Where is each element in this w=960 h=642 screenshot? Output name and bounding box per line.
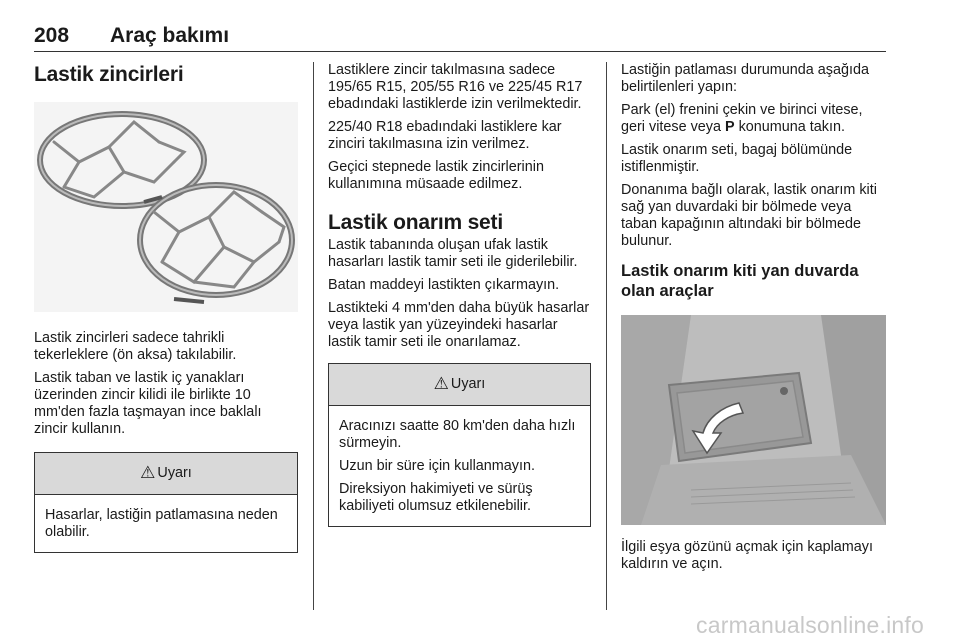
warning-body: [35, 495, 297, 552]
text-run: Park (el) frenini çekin ve birinci vitese, geri vitese veya: [621, 102, 863, 135]
paragraph: Lastik zincirleri sadece tahrikli tekerleklere (ön aksa) takılabilir.: [34, 330, 237, 363]
warning-box: [328, 363, 591, 527]
warning-body: [329, 406, 590, 526]
column-divider: [313, 62, 314, 610]
column-2: [328, 62, 591, 527]
section-heading-repair-kit: Lastik onarım seti: [328, 211, 503, 234]
warning-text: Direksiyon hakimiyeti ve sürüş kabiliyeti olumsuz etkilenebilir.: [339, 481, 533, 514]
paragraph: Donanıma bağlı olarak, lastik onarım kiti sağ yan duvardaki bir bölmede veya taban kapağının altındaki bir bölmede bulunur.: [621, 182, 877, 249]
gear-position-p: P: [724, 119, 735, 135]
page-number: 208: [34, 24, 70, 47]
paragraph: 225/40 R18 ebadındaki lastiklere kar zinciri takılmasına izin verilmez.: [328, 119, 562, 152]
paragraph: [621, 102, 886, 136]
paragraph: Lastik onarım seti, bagaj bölümünde istiflenmiştir.: [621, 142, 853, 175]
page-header: [34, 22, 886, 52]
tire-chain-illustration-icon: [34, 102, 298, 312]
section-heading-tire-chains: Lastik zincirleri: [34, 63, 184, 86]
paragraph: Lastik tabanında oluşan ufak lastik hasarları lastik tamir seti ile giderilebilir.: [328, 237, 578, 270]
warning-header: [329, 364, 590, 406]
warning-triangle-icon: ⚠: [433, 374, 449, 393]
subheading-side-wall-kit: Lastik onarım kiti yan duvarda olan araçlar: [621, 262, 859, 300]
paragraph: Lastiğin patlaması durumunda aşağıda belirtilenleri yapın:: [621, 62, 869, 95]
warning-triangle-icon: ⚠: [140, 463, 156, 482]
watermark: carmanualsonline.info: [696, 612, 924, 638]
text-run: konumuna takın.: [734, 119, 845, 135]
paragraph: İlgili eşya gözünü açmak için kaplamayı kaldırın ve açın.: [621, 539, 873, 572]
paragraph: Lastik taban ve lastik iç yanakları üzerinden zincir kilidi ile birlikte 10 mm'den fazla taşmayan ince baklalı zincir kullanın.: [34, 370, 262, 437]
paragraph: Batan maddeyi lastikten çıkarmayın.: [328, 277, 560, 293]
column-divider: [606, 62, 607, 610]
warning-title: Uyarı: [450, 376, 486, 392]
warning-header: [35, 453, 297, 495]
paragraph: Geçici stepnede lastik zincirlerinin kullanımına müsaade edilmez.: [328, 159, 544, 192]
trunk-side-compartment-illustration-icon: [621, 315, 886, 525]
paragraph: Lastiklere zincir takılmasına sadece 195/65 R15, 205/55 R16 ve 225/45 R17 ebadındaki lastiklerde izin verilmektedir.: [328, 62, 583, 112]
column-1: [34, 62, 298, 553]
warning-text: Hasarlar, lastiğin patlamasına neden olabilir.: [45, 507, 278, 540]
chapter-title: Araç bakımı: [110, 24, 230, 47]
warning-title: Uyarı: [157, 465, 192, 481]
warning-text: Uzun bir süre için kullanmayın.: [339, 458, 535, 474]
warning-box: [34, 452, 298, 553]
paragraph: Lastikteki 4 mm'den daha büyük hasarlar veya lastik yan yüzeyindeki hasarlar lastik tamir seti ile onarılamaz.: [328, 300, 590, 350]
warning-text: Aracınızı saatte 80 km'den daha hızlı sürmeyin.: [339, 418, 576, 451]
column-3: [621, 62, 886, 573]
